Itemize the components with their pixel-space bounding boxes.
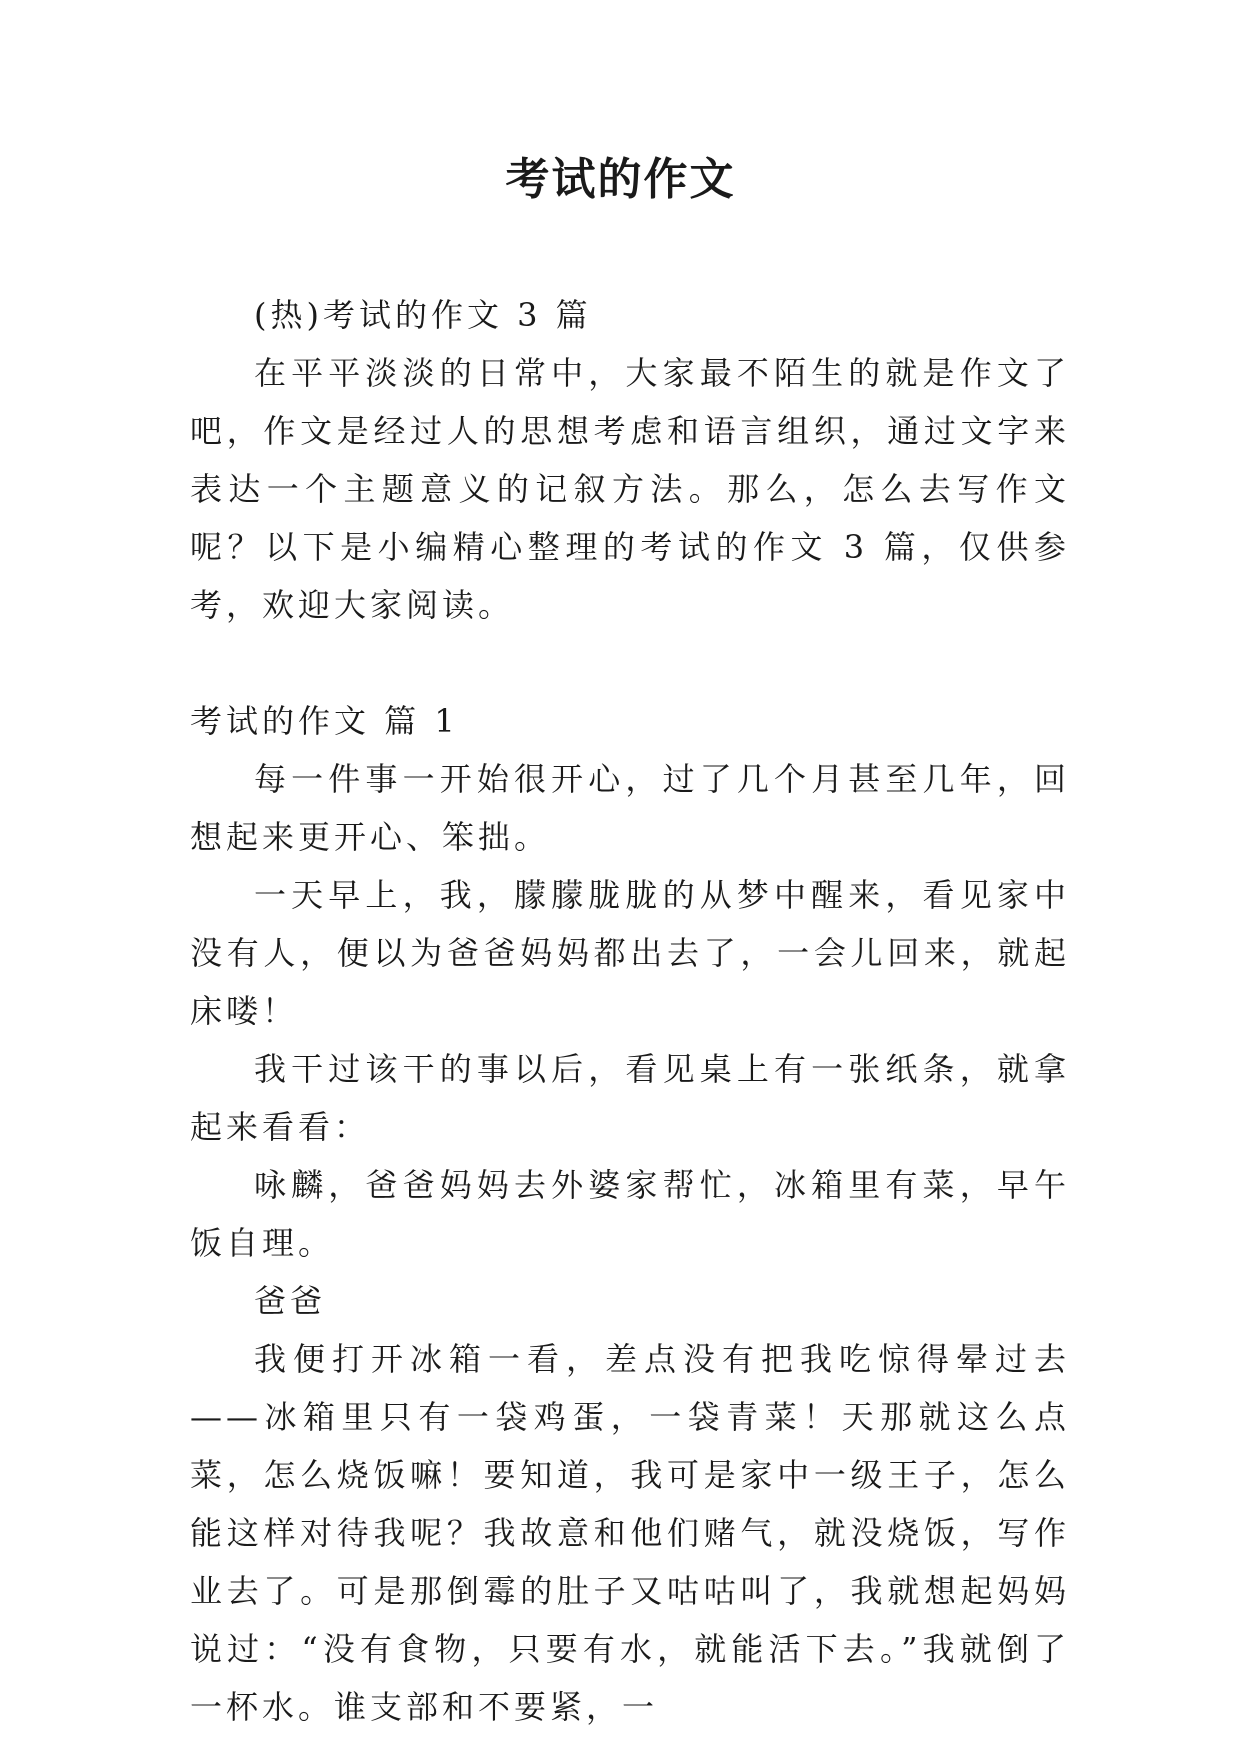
paragraph: 每一件事一开始很开心，过了几个月甚至几年，回想起来更开心、笨拙。 [190, 760, 1070, 856]
section-heading: 考试的作文 篇 1 [190, 702, 459, 740]
page-title: 考试的作文 [505, 154, 736, 205]
intro-paragraph: 在平平淡淡的日常中，大家最不陌生的就是作文了吧，作文是经过人的思想考虑和语言组织，通过文字来表达一个主题意义的记叙方法。那么，怎么去写作文呢？以下是小编精心整理的考试的作文 3 篇，仅供参考，欢迎大家阅读。 [190, 354, 1070, 624]
intro-subtitle: (热)考试的作文 3 篇 [254, 296, 592, 334]
paragraph: 咏麟，爸爸妈妈去外婆家帮忙，冰箱里有菜，早午饭自理。 [190, 1166, 1070, 1262]
document-body [190, 286, 1070, 1736]
signature-line: 爸爸 [254, 1282, 327, 1320]
paragraph: 一天早上，我，朦朦胧胧的从梦中醒来，看见家中没有人，便以为爸爸妈妈都出去了，一会儿回来，就起床喽！ [190, 876, 1070, 1030]
paragraph: 我便打开冰箱一看，差点没有把我吃惊得晕过去——冰箱里只有一袋鸡蛋，一袋青菜！天那就这么点菜，怎么烧饭嘛！要知道，我可是家中一级王子，怎么能这样对待我呢？我故意和他们赌气，就没烧饭，写作业去了。可是那倒霉的肚子又咕咕叫了，我就想起妈妈说过：“没有食物，只要有水，就能活下去。”我就倒了一杯水。谁支部和不要紧，一 [190, 1340, 1070, 1726]
section-spacer [190, 634, 1070, 692]
paragraph: 我干过该干的事以后，看见桌上有一张纸条，就拿起来看看： [190, 1050, 1070, 1146]
